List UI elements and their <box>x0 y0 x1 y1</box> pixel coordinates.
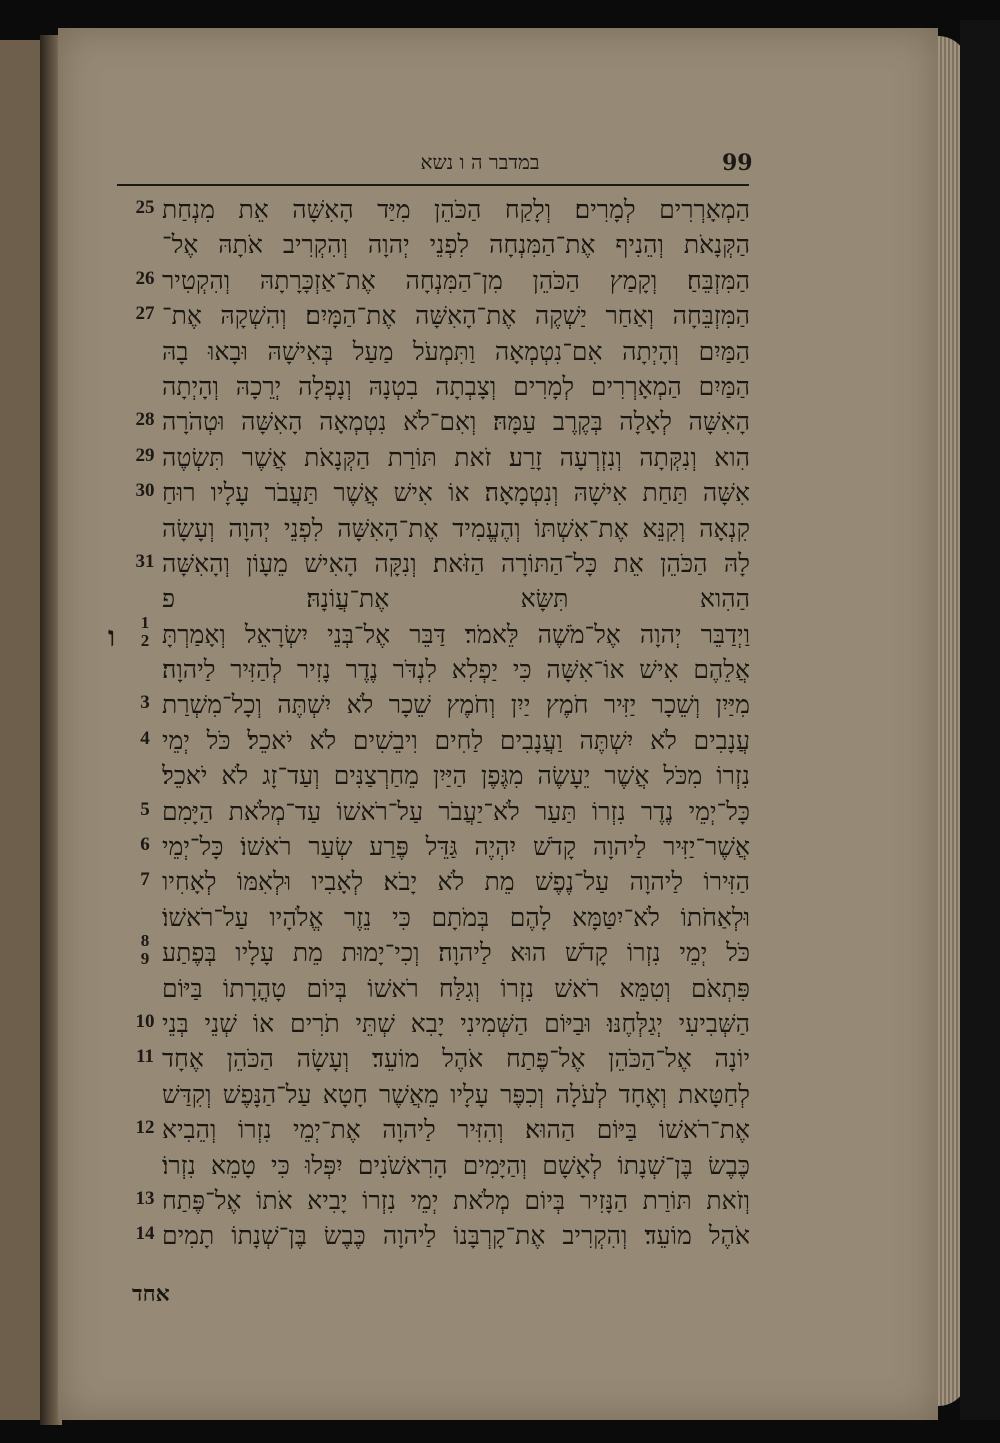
verse-number: 14 <box>135 1223 155 1245</box>
line-text: עֲנָבִים לֹא יִשְׁתֶּה וַעֲנָבִים לַחִים וִיבֵשִׁים לֹא יֹאכֵל׃ כֹּל יְמֵי <box>162 725 750 755</box>
text-line <box>130 1221 750 1256</box>
left-page-edge <box>0 40 44 1420</box>
verse-number: 1 2 <box>140 612 150 650</box>
text-line <box>130 655 750 690</box>
line-text: הַמַּיִם הַמְאָרְרִים לְמָרִים וְצָבְתָה בִטְנָהּ וְנָפְלָה יְרֵכָהּ וְהָיְתָה <box>162 371 750 401</box>
verse-number: 5 <box>140 798 150 820</box>
text-line <box>130 301 750 336</box>
text-line <box>130 726 750 761</box>
page-number: 99 <box>722 150 753 176</box>
verse-number: 3 <box>140 692 150 714</box>
verse-number: 7 <box>140 869 150 891</box>
catchword: אחד <box>132 1281 170 1307</box>
text-line <box>130 1186 750 1221</box>
text-line <box>130 797 750 832</box>
verse-number: 11 <box>136 1046 154 1068</box>
line-text: כֹּל יְמֵי נִזְרוֹ קָדֹשׁ הוּא לַיהוָה׃ וְכִי־יָמוּת מֵת עָלָיו בְּפֶתַע <box>162 938 750 968</box>
line-text: הַמִּזְבֵּחָה וְאַחַר יַשְׁקֶה אֶת־הָאִשָּׁה אֶת־הַמָּיִם׃ וְהִשְׁקָהּ אֶת־ <box>162 301 750 331</box>
line-text: הַקְּנָאֹת וְהֵנִיף אֶת־הַמִּנְחָה לִפְנֵי יְהוָה וְהִקְרִיב אֹתָהּ אֶל־ <box>162 230 750 260</box>
line-text: פִּתְאֹם וְטִמֵּא רֹאשׁ נִזְרוֹ וְגִלַּח רֹאשׁוֹ בְּיוֹם טָהֳרָתוֹ בַּיּוֹם <box>162 973 750 1003</box>
text-line <box>130 1115 750 1150</box>
verse-number: 13 <box>135 1187 155 1209</box>
text-line <box>130 443 750 478</box>
line-text: הַשְּׁבִיעִי יְגַלְּחֶנּוּ׃ וּבַיּוֹם הַשְּׁמִינִי יָבִא שְׁתֵּי תֹרִים אוֹ שְׁנֵי בְּנֵי <box>162 1008 750 1038</box>
verse-number: 8 9 <box>140 931 150 969</box>
line-text: אֲלֵהֶם אִישׁ אוֹ־אִשָּׁה כִּי יַפְלִא לִנְדֹּר נֶדֶר נָזִיר לְהַזִּיר לַיהוָה׃ <box>162 655 750 685</box>
verse-number: 25 <box>135 197 155 218</box>
line-text: כֶּבֶשׂ בֶּן־שְׁנָתוֹ לְאָשָׁם וְהַיָּמִים הָרִאשֹׁנִים יִפְּלוּ כִּי טָמֵא נִזְרוֹ׃ <box>162 1150 750 1180</box>
text-line <box>130 266 750 301</box>
text-line <box>130 1151 750 1186</box>
text-line <box>130 1009 750 1044</box>
line-text: נִזְרוֹ מִכֹּל אֲשֶׁר יֵעָשֶׂה מִגֶּפֶן הַיַּיִן מֵחַרְצַנִּים וְעַד־זָג לֹא יֹאכֵל׃ <box>162 761 750 791</box>
verse-number: 27 <box>135 303 155 325</box>
verse-number: 31 <box>135 550 155 572</box>
line-text: הַזִּירוֹ לַיהוָה עַל־נֶפֶשׁ מֵת לֹא יָבֹא׃ לְאָבִיו וּלְאִמּוֹ לְאָחִיו <box>162 867 750 897</box>
line-text: הַהִוא תִּשָּׂא אֶת־עֲוֹנָהּ׃ פ <box>162 584 750 614</box>
text-line <box>130 832 750 867</box>
text-line <box>130 584 750 619</box>
text-line <box>130 903 750 938</box>
background-right <box>960 20 1000 1420</box>
header-rule <box>117 184 749 186</box>
text-line <box>130 372 750 407</box>
text-line <box>130 549 750 584</box>
verse-number: 30 <box>135 480 155 502</box>
line-text: קִנְאָה וְקִנֵּא אֶת־אִשְׁתּוֹ וְהֶעֱמִיד אֶת־הָאִשָּׁה לִפְנֵי יְהוָה וְעָשָׂה <box>162 513 750 543</box>
text-line <box>130 407 750 442</box>
verse-number: 12 <box>135 1117 155 1139</box>
line-text: הַמִּזְבֵּחַ׃ וְקָמַץ הַכֹּהֵן מִן־הַמִּנְחָה אֶת־אַזְכָּרָתָהּ וְהִקְטִיר <box>162 265 750 295</box>
text-line <box>130 1044 750 1079</box>
text-line <box>130 195 750 230</box>
verse-number: 29 <box>135 444 155 466</box>
text-line <box>130 690 750 725</box>
text-line <box>108 612 750 655</box>
line-text: הִוא וְנִקְּתָה וְנִזְרְעָה זָרַע׃ זֹאת תּוֹרַת הַקְּנָאֹת אֲשֶׁר תִּשְׂטֶה <box>162 442 750 472</box>
running-head: במדבר ה ו נשא <box>420 150 540 174</box>
verse-number: 28 <box>135 409 155 431</box>
line-text: הַמַּיִם וְהָיְתָה אִם־נִטְמְאָה וַתִּמְעֹל מַעַל בְּאִישָׁהּ וּבָאוּ בָהּ <box>162 336 750 366</box>
text-line <box>130 230 750 265</box>
line-text: אֶת־רֹאשׁוֹ בַּיּוֹם הַהוּא׃ וְהִזִּיר לַיהוָה אֶת־יְמֵי נִזְרוֹ וְהֵבִיא <box>162 1115 750 1145</box>
line-text: יוֹנָה אֶל־הַכֹּהֵן אֶל־פֶּתַח אֹהֶל מוֹעֵד׃ וְעָשָׂה הַכֹּהֵן אֶחָד <box>162 1044 750 1074</box>
text-line <box>130 478 750 513</box>
chapter-marker: ו <box>108 619 116 653</box>
line-text: מִיַּיִן וְשֵׁכָר יַזִּיר חֹמֶץ יַיִן וְחֹמֶץ שֵׁכָר לֹא יִשְׁתֶּה וְכָל־מִשְׁרַת <box>162 690 750 720</box>
line-text: כָּל־יְמֵי נֶדֶר נִזְרוֹ תַּעַר לֹא־יַעֲבֹר עַל־רֹאשׁוֹ עַד־מְלֹאת הַיָּמִם <box>162 796 750 826</box>
verse-number: 4 <box>140 727 150 749</box>
verse-number: 26 <box>135 267 155 289</box>
line-text: הַמְאָרְרִים לְמָרִים׃ וְלָקַח הַכֹּהֵן מִיַּד הָאִשָּׁה אֵת מִנְחַת <box>162 195 750 224</box>
text-line <box>130 867 750 902</box>
text-body <box>108 195 750 1257</box>
text-line <box>130 514 750 549</box>
line-text: וַיְדַבֵּר יְהוָה אֶל־מֹשֶׁה לֵּאמֹר׃ דַּבֵּר אֶל־בְּנֵי יִשְׂרָאֵל וְאָמַרְתָּ <box>162 619 750 649</box>
line-text: וּלְאַחֹתוֹ לֹא־יִטַּמָּא לָהֶם בְּמֹתָם כִּי נֵזֶר אֱלֹהָיו עַל־רֹאשׁוֹ׃ <box>162 902 750 932</box>
text-line <box>130 931 750 973</box>
verse-number: 6 <box>140 834 150 856</box>
text-line <box>130 761 750 796</box>
line-text: לְחַטָּאת וְאֶחָד לְעֹלָה וְכִפֶּר עָלָיו מֵאֲשֶׁר חָטָא עַל־הַנָּפֶשׁ וְקִדַּשׁ <box>162 1079 750 1109</box>
verse-number: 10 <box>135 1010 155 1032</box>
line-text: לָהּ הַכֹּהֵן אֵת כָּל־הַתּוֹרָה הַזֹּאת׃ וְנִקָּה הָאִישׁ מֵעָוֹן וְהָאִשָּׁה <box>162 548 750 578</box>
line-text: אֲשֶׁר־יַזִּיר לַיהוָה קָדֹשׁ יִהְיֶה גַּדֵּל פֶּרַע שְׂעַר רֹאשׁוֹ׃ כָּל־יְמֵי <box>162 832 750 862</box>
line-text: אִשָּׁה תַּחַת אִישָׁהּ וְנִטְמָאָה׃ אוֹ אִישׁ אֲשֶׁר תַּעֲבֹר עָלָיו רוּחַ <box>162 478 750 508</box>
text-line <box>130 1080 750 1115</box>
line-text: וְזֹאת תּוֹרַת הַנָּזִיר בְּיוֹם מְלֹאת יְמֵי נִזְרוֹ יָבִיא אֹתוֹ אֶל־פֶּתַח <box>162 1185 750 1215</box>
text-line <box>130 337 750 372</box>
line-text: הָאִשָּׁה לְאָלָה בְּקֶרֶב עַמָּהּ׃ וְאִם־לֹא נִטְמְאָה הָאִשָּׁה וּטְהֹרָה <box>162 407 750 437</box>
line-text: אֹהֶל מוֹעֵד׃ וְהִקְרִיב אֶת־קָרְבָּנוֹ לַיהוָה כֶּבֶשׂ בֶּן־שְׁנָתוֹ תָמִים <box>162 1221 750 1251</box>
text-line <box>130 974 750 1009</box>
